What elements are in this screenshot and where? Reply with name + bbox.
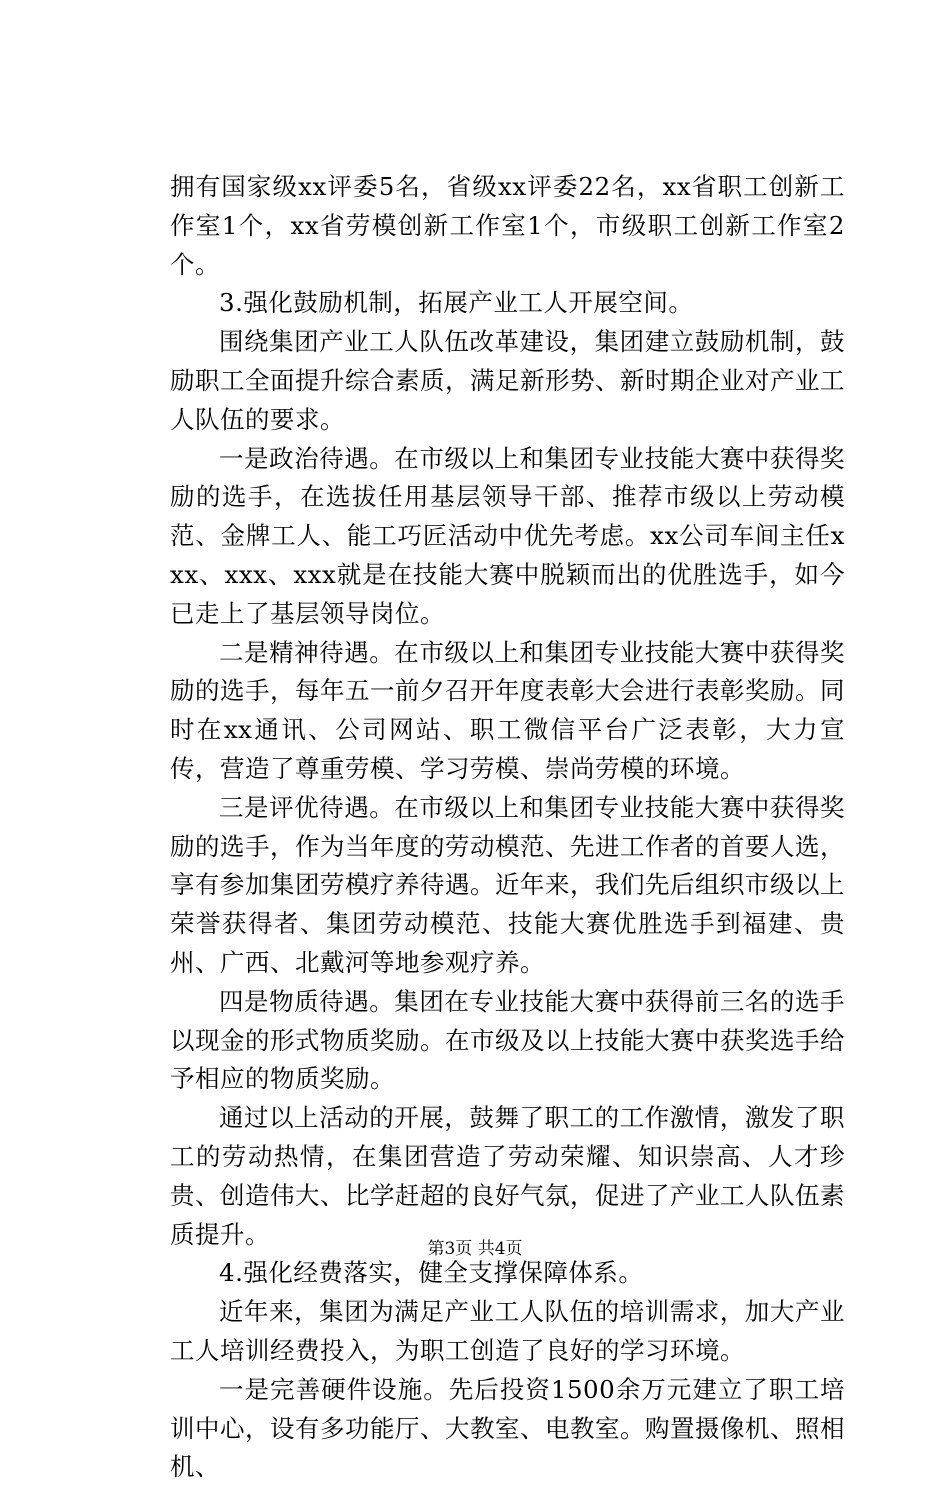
paragraph-10: 近年来，集团为满足产业工人队伍的培训需求，加大产业工人培训经费投入，为职工创造了良好的学习环境。 <box>170 1297 845 1365</box>
paragraph-6: 三是评优待遇。在市级以上和集团专业技能大赛中获得奖励的选手，作为当年度的劳动模范、先进工作者的首要人选，享有参加集团劳模疗养待遇。近年来，我们先后组织市级以上荣誉获得者、集团劳动模范、技能大赛优胜选手到福建、贵州、广西、北戴河等地参观疗养。 <box>170 792 845 977</box>
page-number-label: 第3页 共4页 <box>427 1239 523 1259</box>
paragraph-11: 一是完善硬件设施。先后投资1500余万元建立了职工培训中心，设有多功能厅、大教室、电教室。购置摄像机、照相机、 <box>170 1374 845 1482</box>
paragraph-1: 拥有国家级xx评委5名，省级xx评委22名，xx省职工创新工作室1个，xx省劳模创新工作室1个，市级职工创新工作室2个。 <box>170 172 845 279</box>
body-text <box>170 168 845 1487</box>
paragraph-2-heading: 3.强化鼓励机制，拓展产业工人开展空间。 <box>219 288 694 318</box>
paragraph-4: 一是政治待遇。在市级以上和集团专业技能大赛中获得奖励的选手，在选拔任用基层领导干部、推荐市级以上劳动模范、金牌工人、能工巧匠活动中优先考虑。xx公司车间主任xxx、xxx、xxx就是在技能大赛中脱颖而出的优胜选手，如今已走上了基层领导岗位。 <box>170 443 845 628</box>
paragraph-7: 四是物质待遇。集团在专业技能大赛中获得前三名的选手以现金的形式物质奖励。在市级及以上技能大赛中获奖选手给予相应的物质奖励。 <box>170 986 845 1094</box>
paragraph-8: 通过以上活动的开展，鼓舞了职工的工作激情，激发了职工的劳动热情，在集团营造了劳动荣耀、知识崇高、人才珍贵、创造伟大、比学赶超的良好气氛，促进了产业工人队伍素质提升。 <box>170 1103 845 1249</box>
page-footer <box>0 1238 950 1260</box>
paragraph-3: 围绕集团产业工人队伍改革建设，集团建立鼓励机制，鼓励职工全面提升综合素质，满足新形势、新时期企业对产业工人队伍的要求。 <box>170 327 845 434</box>
paragraph-5: 二是精神待遇。在市级以上和集团专业技能大赛中获得奖励的选手，每年五一前夕召开年度表彰大会进行表彰奖励。同时在xx通讯、公司网站、职工微信平台广泛表彰，大力宣传，营造了尊重劳模、学习劳模、崇尚劳模的环境。 <box>170 637 845 783</box>
paragraph-9-heading: 4.强化经费落实，健全支撑保障体系。 <box>219 1258 644 1288</box>
